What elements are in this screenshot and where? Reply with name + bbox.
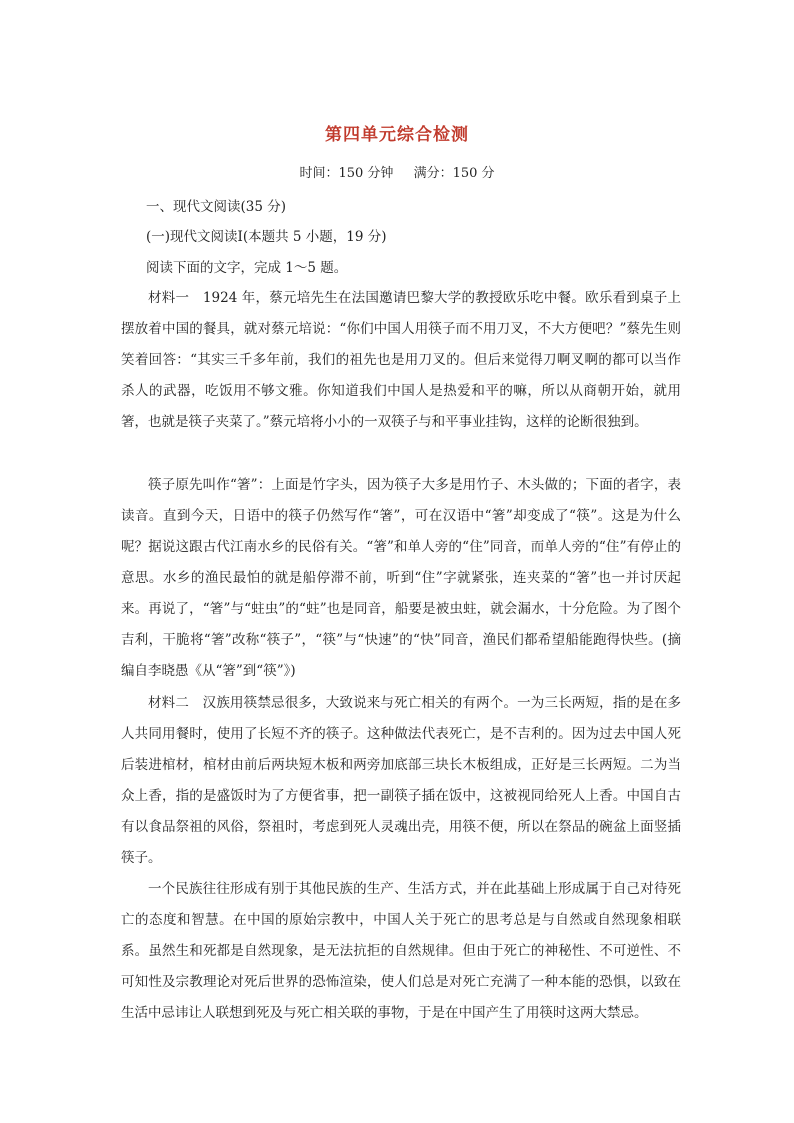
subsection-heading: (一)现代文阅读Ⅰ(本题共 5 小题，19 分) xyxy=(146,229,387,245)
paragraph-death-attitude: 一个民族往往形成有别于其他民族的生产、生活方式，并在此基础上形成属于自己对待死亡的态度和智慧。在中国的原始宗教中，中国人关于死亡的思考总是与自然或自然现象相联系。虽然生和死都是自然现象，是无法抗拒的自然规律。但由于死亡的神秘性、不可逆性、不可知性及宗教理论对死后世界的恐怖渲染，使人们总是对死亡充满了一种本能的恐惧，以致在生活中忌讳让人联想到死及与死亡相关联的事物，于是在中国产生了用筷时这两大禁忌。 xyxy=(121,881,681,1021)
paragraph-material-two: 材料二 汉族用筷禁忌很多，大致说来与死亡相关的有两个。一为三长两短，指的是在多人共同用餐时，使用了长短不齐的筷子。这种做法代表死亡，是不吉利的。因为过去中国人死后装进棺材，棺材由前后两块短木板和两旁加底部三块长木板组成，正好是三长两短。二为当众上香，指的是盛饭时为了方便省事，把一副筷子插在饭中，这被视同给死人上香。中国自古有以食品祭祖的风俗，祭祖时，考虑到死人灵魂出壳，用筷不便，所以在祭品的碗盆上面竖插筷子。 xyxy=(121,695,681,866)
exam-meta xyxy=(0,162,794,181)
paragraph-material-one: 材料一 1924 年，蔡元培先生在法国邀请巴黎大学的教授欧乐吃中餐。欧乐看到桌子上摆放着中国的餐具，就对蔡元培说：“你们中国人用筷子而不用刀叉，不大方便吧？”蔡先生则笑着回答：“其实三千多年前，我们的祖先也是用刀叉的。但后来觉得刀啊叉啊的都可以当作杀人的武器，吃饭用不够文雅。你知道我们中国人是热爱和平的嘛，所以从商朝开始，就用箸，也就是筷子夹菜了。”蔡元培将小小的一双筷子与和平事业挂钩，这样的论断很独到。 xyxy=(121,290,681,430)
time-limit: 时间：150 分钟 xyxy=(299,166,394,181)
instruction-text: 阅读下面的文字，完成 1～5 题。 xyxy=(146,260,348,276)
paragraph-chopsticks-origin: 筷子原先叫作“箸”：上面是竹字头，因为筷子大多是用竹子、木头做的；下面的者字，表读音。直到今天，日语中的筷子仍然写作“箸”，可在汉语中“箸”却变成了“筷”。这是为什么呢？据说这跟古代江南水乡的民俗有关。“箸”和单人旁的“住”同音，而单人旁的“住”有停止的意思。水乡的渔民最怕的就是船停滞不前，听到“住”字就紧张，连夹菜的“箸”也一并讨厌起来。再说了，“箸”与“蛀虫”的“蛀”也是同音，船要是被虫蛀，就会漏水，十分危险。为了图个吉利，干脆将“箸”改称“筷子”，“筷”与“快速”的“快”同音，渔民们都希望船能跑得快些。(摘编自李晓愚《从“箸”到“筷”》) xyxy=(121,477,681,679)
section-heading: 一、现代文阅读(35 分) xyxy=(146,199,287,215)
full-score: 满分：150 分 xyxy=(413,166,495,181)
page-title: 第四单元综合检测 xyxy=(325,125,469,145)
